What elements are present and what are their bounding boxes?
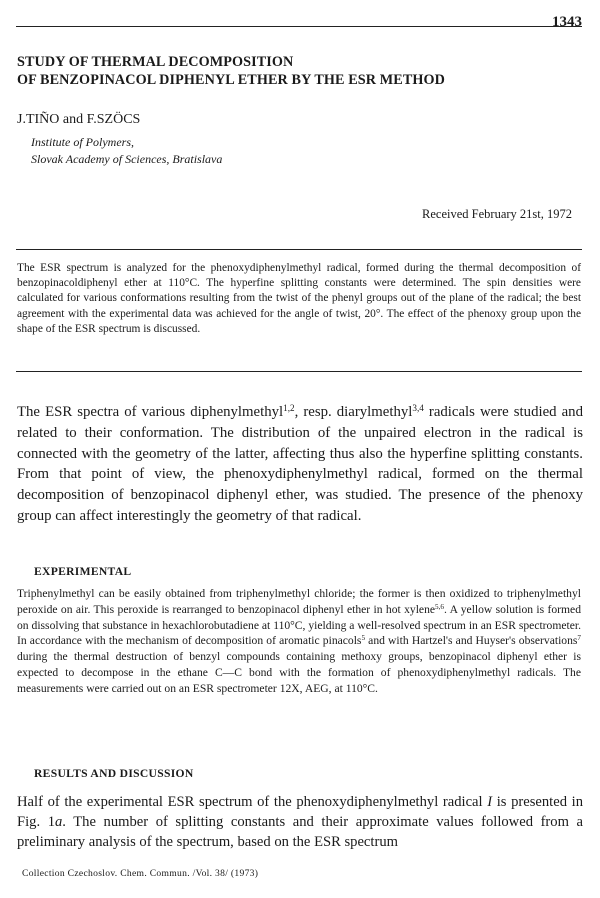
affiliation-line-1: Institute of Polymers, — [31, 135, 134, 149]
figure-panel-label: a — [55, 814, 63, 830]
introduction-paragraph: The ESR spectra of various diphenylmethyl$^{1,2}$, resp. diarylmethyl$^{3,4}$ radicals were studied and related to their conformation. The distribution of the unpaired electron in the radical is connected with the geometry of the latter, affecting thus also the hyperfine splitting constants. From that point of view, the phenoxydiphenylmethyl radical, formed on the thermal decomposition of benzopinacol diphenyl ether, was studied. The presence of the phenoxy group can affect interestingly the geometry of that radical. — [17, 402, 583, 524]
article-title — [17, 53, 577, 89]
journal-footer: Collection Czechoslov. Chem. Commun. /Vol. 38/ (1973) — [22, 868, 259, 879]
results-heading: RESULTS AND DISCUSSION — [34, 767, 194, 780]
reference: 5,6 — [435, 602, 445, 611]
radical-label: I — [487, 794, 493, 810]
results-paragraph: Half of the experimental ESR spectrum of the phenoxydiphenylmethyl radical I is presented in Fig. 1a. The number of splitting constants and their approximate values followed from a preliminary analysis of the spectrum, based on the ESR spectrum — [17, 794, 583, 850]
page-number: 1343 — [552, 14, 582, 30]
experimental-heading: EXPERIMENTAL — [34, 565, 132, 578]
title-line-2: OF BENZOPINACOL DIPHENYL ETHER BY THE ESR METHOD — [17, 72, 446, 88]
affiliation-line-2: Slovak Academy of Sciences, Bratislava — [31, 152, 223, 166]
top-rule — [16, 26, 582, 27]
reference: 3,4 — [412, 402, 424, 413]
abstract: The ESR spectrum is analyzed for the phenoxydiphenylmethyl radical, formed during the thermal decomposition of benzopinacoldiphenyl ether at 110°C. The hyperfine splitting constants were determined. The spin densities were calculated for various conformations resulting from the twist of the phenyl groups out of the plane of the radical; the best agreement with the experimental data was achieved for the angle of twist, 20°. The effect of the phenoxy group upon the shape of the ESR spectrum is discussed. — [17, 262, 581, 335]
authors: J.TIÑO and F.SZÖCS — [17, 112, 141, 127]
reference: 1,2 — [283, 402, 295, 413]
affiliation — [31, 134, 222, 168]
title-line-1: STUDY OF THERMAL DECOMPOSITION — [17, 54, 294, 70]
reference: 7 — [577, 634, 581, 643]
abstract-bottom-rule — [16, 371, 582, 372]
experimental-paragraph: Triphenylmethyl can be easily obtained from triphenylmethyl chloride; the former is then oxidized to triphenylmethyl peroxide on air. This peroxide is rearranged to benzopinacol diphenyl ether in hot xylene$^{5,6}$. A yellow solution is formed on dissolving that substance in hexachlorobutadiene at 110°C, yielding a well-resolved spectrum in an ESR spectrometer. In accordance with the mechanism of decomposition of aromatic pinacols$^5$ and with Hartzel's and Huyser's observations$^7$ during the thermal destruction of benzyl compounds containing methoxy groups, benzopinacol diphenyl ether is expected to decompose in the ethane C—C bond with the formation of phenoxydiphenylmethyl radicals. The measurements were carried out on an ESR spectrometer 12X, AEG, at 110°C. — [17, 587, 581, 695]
received-date: Received February 21st, 1972 — [422, 207, 572, 221]
reference: 5 — [361, 634, 366, 643]
abstract-top-rule — [16, 249, 582, 250]
